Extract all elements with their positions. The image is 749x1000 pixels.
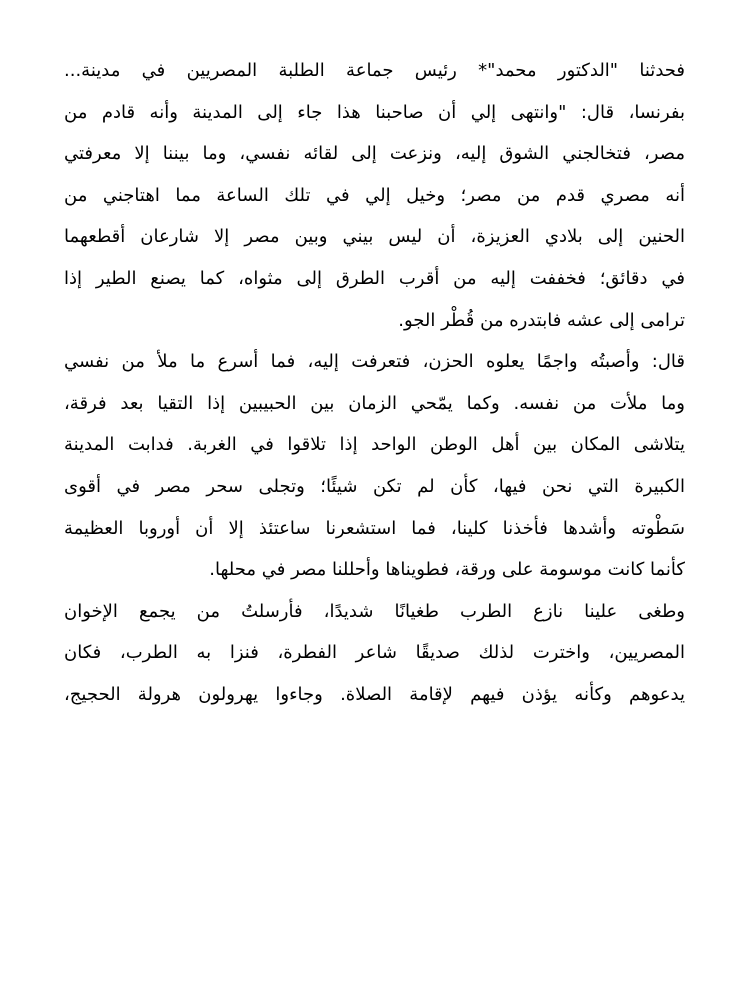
text-line: فحدثنا "الدكتور محمد"* رئيس جماعة الطلبة المصريين في مدينة... (64, 60, 685, 81)
text-line: وطغى علينا نازع الطرب طغيانًا شديدًا، فأرسلتُ من يجمع الإخوان (64, 600, 685, 622)
text-line: يدعوهم وكأنه يؤذن فيهم لإقامة الصلاة. وجاءوا يهرولون هرولة الحجيج، (64, 683, 685, 705)
text-line: ترامى إلى عشه فابتدره من قُطْر الجو. (398, 309, 685, 331)
text-line: وما ملأت من نفسه. وكما يمّحي الزمان بين الحبيبين إذا التقيا بعد فرقة، (64, 392, 685, 414)
paragraph-1 (64, 50, 685, 341)
text-line: مصر، فتخالجني الشوق إليه، ونزعت إلى لقائه نفسي، وما بيننا إلا معرفتي (64, 143, 685, 165)
text-line: الكبيرة التي نحن فيها، كأن لم تكن شيئًا؛ وتجلى سحر مصر في أقوى (64, 475, 685, 497)
paragraph-2 (64, 341, 685, 591)
text-line: بفرنسا، قال: "وانتهى إلي أن صاحبنا هذا جاء إلى المدينة وأنه قادم من (64, 101, 685, 123)
text-line: أنه مصري قدم من مصر؛ وخيل إلي في تلك الساعة مما اهتاجني من (64, 184, 685, 206)
document-body (64, 50, 685, 716)
text-line: كأنما كانت موسومة على ورقة، فطويناها وأحللنا مصر في محلها. (209, 559, 685, 581)
text-line: المصريين، واخترت لذلك صديقًا شاعر الفطرة، فنزا به الطرب، فكان (64, 642, 685, 664)
text-line: الحنين إلى بلادي العزيزة، أن ليس بيني وبين مصر إلا شارعان أقطعهما (64, 226, 685, 248)
text-line: سَطْوته وأشدها فأخذنا كلينا، فما استشعرنا ساعتئذ إلا أن أوروبا العظيمة (64, 517, 685, 539)
text-line: يتلاشى المكان بين أهل الوطن الواحد إذا تلاقوا في الغربة. فدابت المدينة (64, 434, 685, 456)
paragraph-3 (64, 591, 685, 716)
text-line: في دقائق؛ فخففت إليه من أقرب الطرق إلى مثواه، كما يصنع الطير إذا (64, 267, 685, 289)
text-line: قال: وأصبتُه واجمًا يعلوه الحزن، فتعرفت إليه، فما أسرع ما ملأ من نفسي (64, 351, 685, 373)
